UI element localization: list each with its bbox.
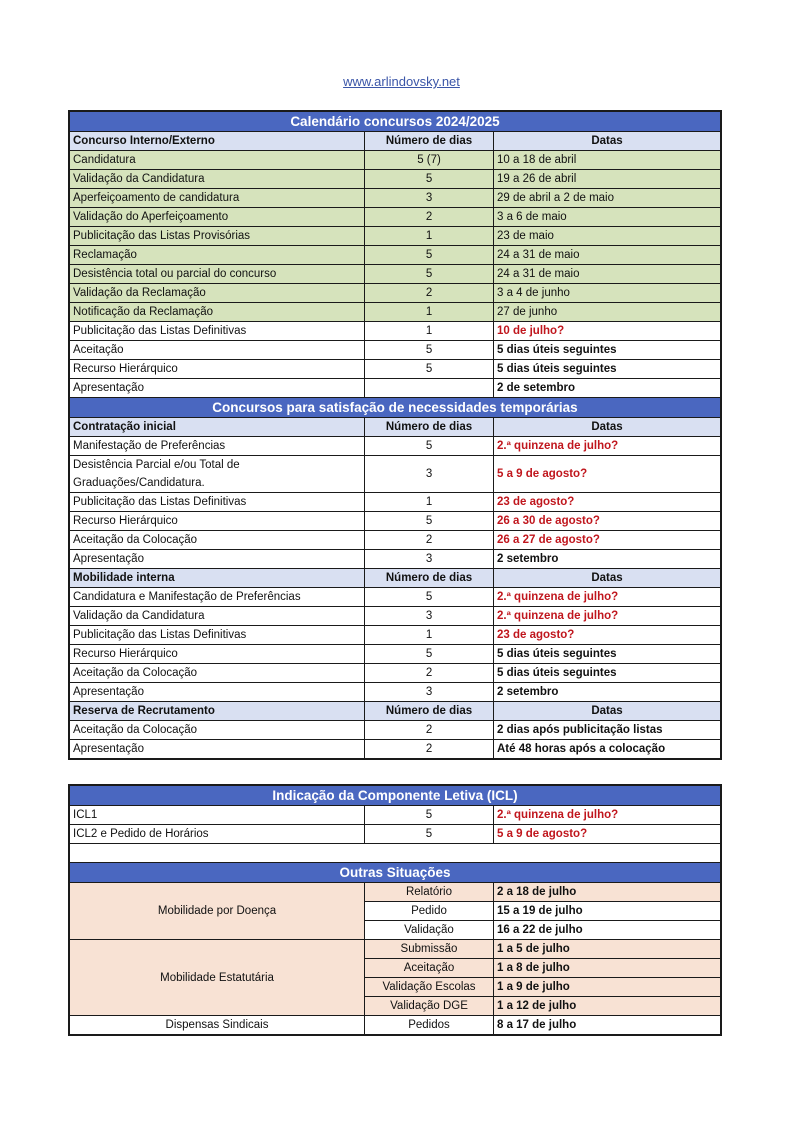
row-dates: 2.ª quinzena de julho? (494, 437, 722, 456)
table-row (69, 456, 721, 493)
row-dates: 24 a 31 de maio (494, 265, 722, 284)
table-row (69, 512, 721, 531)
column-header: Número de dias (365, 569, 494, 588)
outras-dates: 1 a 9 de julho (493, 978, 721, 997)
table-row (69, 493, 721, 512)
row-dates: 5 dias úteis seguintes (494, 360, 722, 379)
icl-title-row (69, 785, 721, 806)
row-label: Recurso Hierárquico (69, 512, 365, 531)
table-row (69, 170, 721, 189)
table-row (69, 740, 721, 760)
row-days: 3 (365, 189, 494, 208)
row-dates: 23 de agosto? (494, 493, 722, 512)
outras-dates: 16 a 22 de julho (493, 921, 721, 940)
row-label: Validação da Candidatura (69, 170, 365, 189)
row-label: ICL2 e Pedido de Horários (69, 825, 365, 844)
row-label: Aceitação (69, 341, 365, 360)
table-row (69, 265, 721, 284)
row-dates: 2 de setembro (494, 379, 722, 398)
row-days: 1 (365, 626, 494, 645)
row-dates: 5 a 9 de agosto? (494, 456, 722, 493)
row-label: Recurso Hierárquico (69, 645, 365, 664)
row-days: 1 (365, 227, 494, 246)
table-row (69, 379, 721, 398)
row-dates: 2.ª quinzena de julho? (493, 806, 721, 825)
table-row (69, 645, 721, 664)
row-days: 5 (365, 341, 494, 360)
outras-row (69, 883, 721, 902)
row-dates: 24 a 31 de maio (494, 246, 722, 265)
column-header: Datas (494, 418, 722, 437)
section-title: Concursos para satisfação de necessidades temporárias (69, 398, 721, 418)
table-row (69, 151, 721, 170)
row-dates: 5 dias úteis seguintes (494, 645, 722, 664)
outras-step: Relatório (365, 883, 494, 902)
site-link[interactable]: www.arlindovsky.net (343, 74, 460, 89)
row-dates: 19 a 26 de abril (494, 170, 722, 189)
table-row (69, 721, 721, 740)
row-label: Publicitação das Listas Provisórias (69, 227, 365, 246)
outras-dates: 15 a 19 de julho (493, 902, 721, 921)
row-days: 1 (365, 493, 494, 512)
column-header: Concurso Interno/Externo (69, 132, 365, 151)
row-dates: 10 de julho? (494, 322, 722, 341)
row-days (365, 379, 494, 398)
outras-step: Submissão (365, 940, 494, 959)
column-header: Datas (494, 702, 722, 721)
column-header: Número de dias (365, 418, 494, 437)
row-label: ICL1 (69, 806, 365, 825)
row-days: 2 (365, 721, 494, 740)
outras-step: Pedido (365, 902, 494, 921)
row-days: 2 (365, 208, 494, 227)
row-label: Validação da Reclamação (69, 284, 365, 303)
row-dates: 2 setembro (494, 550, 722, 569)
row-label: Aceitação da Colocação (69, 721, 365, 740)
row-days: 5 (365, 265, 494, 284)
row-label: Manifestação de Preferências (69, 437, 365, 456)
row-dates: 2.ª quinzena de julho? (494, 607, 722, 626)
table-row (69, 246, 721, 265)
table-row (69, 227, 721, 246)
row-label: Desistência Parcial e/ou Total de Graduações/Candidatura. (69, 456, 365, 493)
row-label: Apresentação (69, 740, 365, 760)
row-days: 3 (365, 550, 494, 569)
column-header: Mobilidade interna (69, 569, 365, 588)
row-label: Apresentação (69, 379, 365, 398)
icl-row (69, 825, 721, 844)
outras-dates: 8 a 17 de julho (493, 1016, 721, 1036)
row-label: Aceitação da Colocação (69, 531, 365, 550)
table-row (69, 189, 721, 208)
outras-step: Validação Escolas (365, 978, 494, 997)
mobilidade-header-row (69, 569, 721, 588)
row-days: 5 (365, 806, 494, 825)
row-label: Aperfeiçoamento de candidatura (69, 189, 365, 208)
outras-group-label: Mobilidade por Doença (69, 883, 365, 940)
column-header: Datas (494, 132, 722, 151)
row-dates: 5 dias úteis seguintes (494, 664, 722, 683)
row-days: 5 (365, 170, 494, 189)
row-dates: 5 a 9 de agosto? (493, 825, 721, 844)
row-days: 2 (365, 531, 494, 550)
row-dates: 27 de junho (494, 303, 722, 322)
row-dates: 5 dias úteis seguintes (494, 341, 722, 360)
row-label: Validação da Candidatura (69, 607, 365, 626)
icl-table (68, 784, 722, 1036)
outras-dates: 1 a 12 de julho (493, 997, 721, 1016)
table-title-row (69, 111, 721, 132)
table-row (69, 683, 721, 702)
blank-cell (69, 844, 721, 863)
concurso-header-row (69, 132, 721, 151)
row-label: Publicitação das Listas Definitivas (69, 493, 365, 512)
row-label: Reclamação (69, 246, 365, 265)
row-days: 5 (365, 437, 494, 456)
row-label: Recurso Hierárquico (69, 360, 365, 379)
row-label: Candidatura e Manifestação de Preferências (69, 588, 365, 607)
column-header: Contratação inicial (69, 418, 365, 437)
table-row (69, 341, 721, 360)
row-days: 3 (365, 456, 494, 493)
blank-row (69, 844, 721, 863)
row-dates: 3 a 6 de maio (494, 208, 722, 227)
row-label: Notificação da Reclamação (69, 303, 365, 322)
table-row (69, 531, 721, 550)
row-dates: 3 a 4 de junho (494, 284, 722, 303)
column-header: Datas (494, 569, 722, 588)
table-row (69, 437, 721, 456)
row-label: Apresentação (69, 683, 365, 702)
row-days: 1 (365, 322, 494, 341)
outras-step: Validação DGE (365, 997, 494, 1016)
row-dates: 2 setembro (494, 683, 722, 702)
row-days: 2 (365, 664, 494, 683)
row-label: Aceitação da Colocação (69, 664, 365, 683)
row-days: 5 (365, 645, 494, 664)
row-days: 3 (365, 683, 494, 702)
row-label: Publicitação das Listas Definitivas (69, 322, 365, 341)
row-dates: Até 48 horas após a colocação (494, 740, 722, 760)
table-row (69, 303, 721, 322)
outras-dates: 2 a 18 de julho (493, 883, 721, 902)
row-dates: 26 a 27 de agosto? (494, 531, 722, 550)
row-dates: 2 dias após publicitação listas (494, 721, 722, 740)
outras-step: Aceitação (365, 959, 494, 978)
outras-step: Pedidos (365, 1016, 494, 1036)
icl-title: Indicação da Componente Letiva (ICL) (69, 785, 721, 806)
row-label: Validação do Aperfeiçoamento (69, 208, 365, 227)
table-row (69, 360, 721, 379)
row-dates: 23 de maio (494, 227, 722, 246)
row-dates: 2.ª quinzena de julho? (494, 588, 722, 607)
row-days: 5 (365, 246, 494, 265)
outras-step: Validação (365, 921, 494, 940)
outras-dates: 1 a 8 de julho (493, 959, 721, 978)
row-dates: 26 a 30 de agosto? (494, 512, 722, 531)
section2-title-row (69, 398, 721, 418)
row-days: 5 (365, 588, 494, 607)
table-row (69, 664, 721, 683)
column-header: Reserva de Recrutamento (69, 702, 365, 721)
row-label: Publicitação das Listas Definitivas (69, 626, 365, 645)
table-row (69, 322, 721, 341)
table-row (69, 588, 721, 607)
table-row (69, 550, 721, 569)
row-days: 1 (365, 303, 494, 322)
section-title: Outras Situações (69, 863, 721, 883)
table-title: Calendário concursos 2024/2025 (69, 111, 721, 132)
row-days: 3 (365, 607, 494, 626)
column-header: Número de dias (365, 702, 494, 721)
outras-row (69, 940, 721, 959)
table-row (69, 208, 721, 227)
row-dates: 29 de abril a 2 de maio (494, 189, 722, 208)
table-row (69, 284, 721, 303)
calendar-table (68, 110, 722, 760)
row-days: 2 (365, 284, 494, 303)
row-days: 2 (365, 740, 494, 760)
row-dates: 10 a 18 de abril (494, 151, 722, 170)
row-days: 5 (365, 360, 494, 379)
table-row (69, 626, 721, 645)
outras-title-row (69, 863, 721, 883)
column-header: Número de dias (365, 132, 494, 151)
table-row (69, 607, 721, 626)
row-label: Desistência total ou parcial do concurso (69, 265, 365, 284)
contratacao-header-row (69, 418, 721, 437)
row-label: Apresentação (69, 550, 365, 569)
row-days: 5 (365, 512, 494, 531)
outras-row (69, 1016, 721, 1036)
row-days: 5 (7) (365, 151, 494, 170)
row-label: Candidatura (69, 151, 365, 170)
outras-group-label: Mobilidade Estatutária (69, 940, 365, 1016)
row-dates: 23 de agosto? (494, 626, 722, 645)
icl-row (69, 806, 721, 825)
reserva-header-row (69, 702, 721, 721)
outras-dates: 1 a 5 de julho (493, 940, 721, 959)
outras-group-label: Dispensas Sindicais (69, 1016, 365, 1036)
row-days: 5 (365, 825, 494, 844)
